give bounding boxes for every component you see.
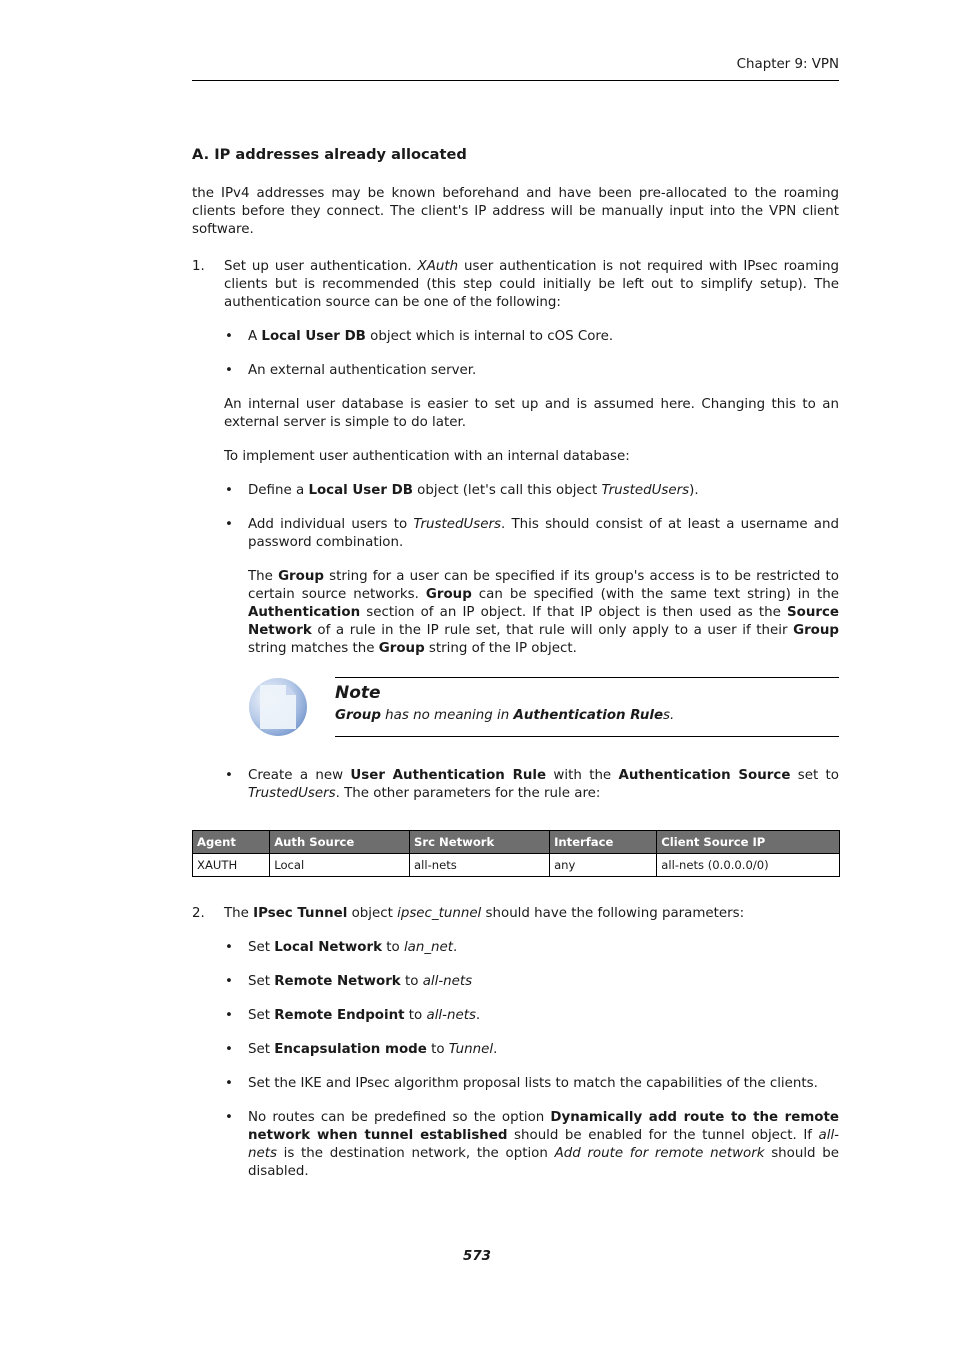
bullet-marker: • [225, 483, 233, 498]
bullet-marker: • [225, 768, 233, 783]
step-number-1: 1. [192, 259, 205, 274]
table-row [193, 854, 840, 877]
intro-paragraph: the IPv4 addresses may be known beforehand and have been pre-allocated to the roaming clients before they connect. The client's IP address will be manually input into the VPN client software. [192, 186, 839, 237]
table-header-cell: Agent [193, 831, 270, 854]
param-remote-network: Set Remote Network to all-nets [248, 974, 473, 989]
bullet-marker: • [225, 1110, 233, 1125]
note-box [335, 677, 839, 737]
table-header-cell: Src Network [410, 831, 550, 854]
section-heading: A. IP addresses already allocated [192, 146, 467, 163]
param-local-network: Set Local Network to lan_net. [248, 940, 458, 955]
group-paragraph: The Group string for a user can be specified if its group's access is to be restricted to certain source networks. Group can be specified (with the same text string) in the Authentication section of an IP object. If that IP object is then used as the Source Network of a rule in the IP rule set, that rule will only apply to a user if their Group string matches the Group string of the IP object. [248, 569, 839, 656]
auth-source-item-local: A Local User DB object which is internal to cOS Core. [248, 329, 614, 344]
header-rule [192, 80, 839, 81]
page-number: 573 [463, 1249, 491, 1264]
document-page [192, 0, 839, 1351]
bullet-marker: • [225, 363, 233, 378]
note-text: Group has no meaning in Authentication Rules. [335, 708, 675, 723]
bullet-marker: • [225, 1042, 233, 1057]
table-cell: Local [270, 854, 410, 877]
table-header-cell: Client Source IP [657, 831, 840, 854]
add-users-item: Add individual users to TrustedUsers. This should consist of at least a username and password combination. [248, 517, 840, 550]
table-header-cell: Auth Source [270, 831, 410, 854]
param-encapsulation-mode: Set Encapsulation mode to Tunnel. [248, 1042, 498, 1057]
bullet-marker: • [225, 974, 233, 989]
table-cell: XAUTH [193, 854, 270, 877]
table-cell: any [550, 854, 657, 877]
table-header-row [193, 831, 840, 854]
step-2-text: The IPsec Tunnel object ipsec_tunnel should have the following parameters: [224, 906, 745, 921]
table-cell: all-nets [410, 854, 550, 877]
internal-db-paragraph: An internal user database is easier to set up and is assumed here. Changing this to an external server is simple to do later. [224, 397, 839, 430]
table-header-cell: Interface [550, 831, 657, 854]
param-routes: No routes can be predefined so the option Dynamically add route to the remote network when tunnel established should be enabled for the tunnel object. If all-nets is the destination network, the option Add route for remote network should be disabled. [248, 1110, 839, 1179]
create-rule-item: Create a new User Authentication Rule with the Authentication Source set to TrustedUsers. The other parameters for the rule are: [248, 768, 840, 801]
bullet-marker: • [225, 1076, 233, 1091]
step-1-text: Set up user authentication. XAuth user authentication is not required with IPsec roaming clients but is recommended (this step could initially be left out to simplify setup). The authentication source can be one of the following: [224, 259, 839, 310]
step-number-2: 2. [192, 906, 205, 921]
note-icon [248, 677, 308, 737]
param-remote-endpoint: Set Remote Endpoint to all-nets. [248, 1008, 481, 1023]
rule-parameters-table [192, 830, 840, 877]
bullet-marker: • [225, 1008, 233, 1023]
auth-source-item-external: An external authentication server. [248, 363, 477, 378]
table-cell: all-nets (0.0.0.0/0) [657, 854, 840, 877]
bullet-marker: • [225, 517, 233, 532]
bullet-marker: • [225, 329, 233, 344]
define-db-item: Define a Local User DB object (let's call this object TrustedUsers). [248, 483, 699, 498]
running-head: Chapter 9: VPN [736, 57, 839, 72]
param-algorithms: Set the IKE and IPsec algorithm proposal lists to match the capabilities of the clients. [248, 1076, 818, 1091]
bullet-marker: • [225, 940, 233, 955]
implement-paragraph: To implement user authentication with an internal database: [224, 449, 630, 464]
note-title: Note [335, 683, 381, 703]
